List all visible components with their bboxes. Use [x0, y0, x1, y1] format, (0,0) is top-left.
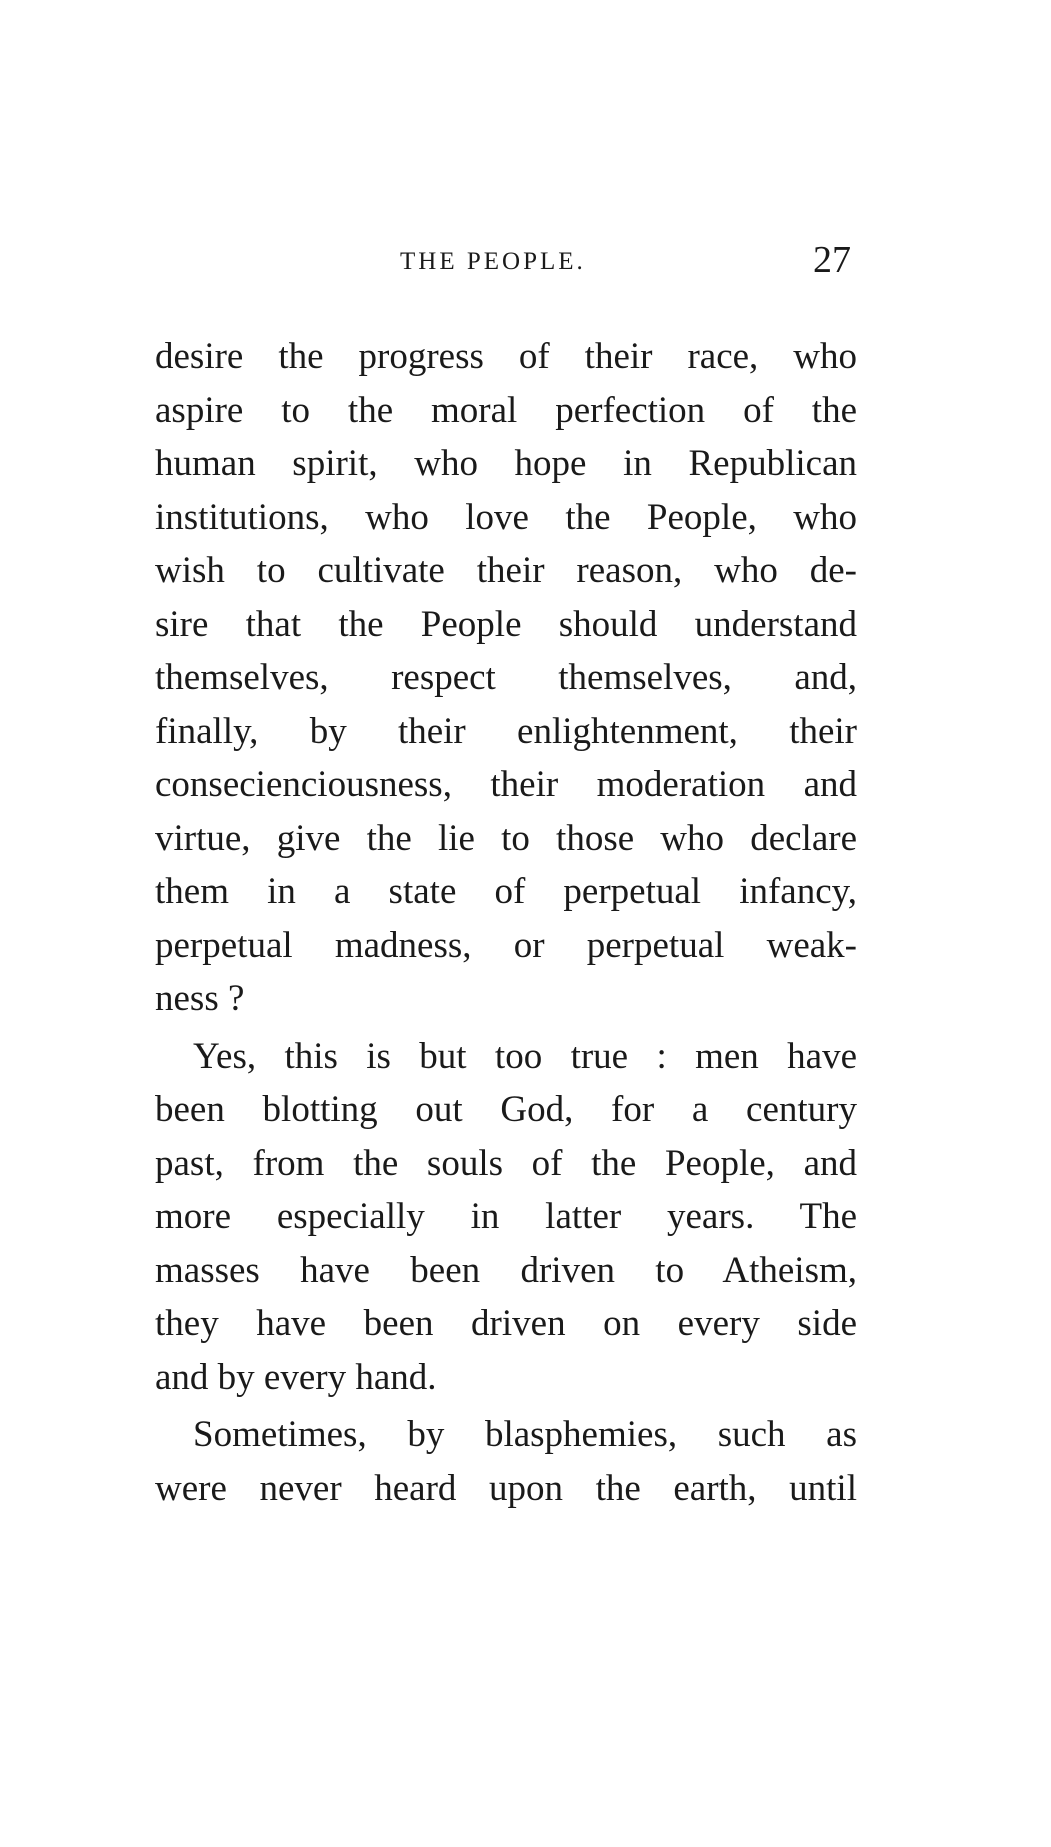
text-line: wish to cultivate their reason, who de- [155, 550, 857, 591]
text-line: human spirit, who hope in Republican [155, 443, 857, 484]
paragraph-1 [155, 330, 857, 1026]
text-line: themselves, respect themselves, and, [155, 657, 857, 698]
text-line: sire that the People should understand [155, 603, 857, 645]
text-line: aspire to the moral perfection of the [155, 389, 857, 431]
text-line: institutions, who love the People, who [155, 496, 857, 538]
text-line: Sometimes, by blasphemies, such as [193, 1414, 857, 1455]
running-title: THE PEOPLE. [400, 248, 586, 275]
page-number: 27 [813, 239, 851, 281]
text-line: consecienciousness, their moderation and [155, 764, 857, 805]
text-line: past, from the souls of the People, and [155, 1142, 857, 1184]
body-text [155, 330, 857, 1515]
text-line: masses have been driven to Atheism, [155, 1249, 857, 1291]
running-head [155, 238, 857, 290]
text-line: were never heard upon the earth, until [155, 1467, 857, 1509]
text-line: been blotting out God, for a century [155, 1089, 857, 1130]
text-line: Yes, this is but too true : men have [193, 1035, 857, 1077]
text-line: more especially in latter years. The [155, 1196, 857, 1237]
paragraph-3 [155, 1408, 857, 1515]
text-line: perpetual madness, or perpetual weak- [155, 924, 857, 966]
text-line: virtue, give the lie to those who declare [155, 817, 857, 859]
text-line: they have been driven on every side [155, 1303, 857, 1344]
text-line: desire the progress of their race, who [155, 336, 857, 377]
paragraph-2 [155, 1030, 857, 1405]
text-line: and by every hand. [155, 1356, 437, 1398]
text-line: them in a state of perpetual infancy, [155, 871, 857, 912]
text-line: finally, by their enlightenment, their [155, 710, 857, 752]
text-line: ness ? [155, 978, 245, 1019]
